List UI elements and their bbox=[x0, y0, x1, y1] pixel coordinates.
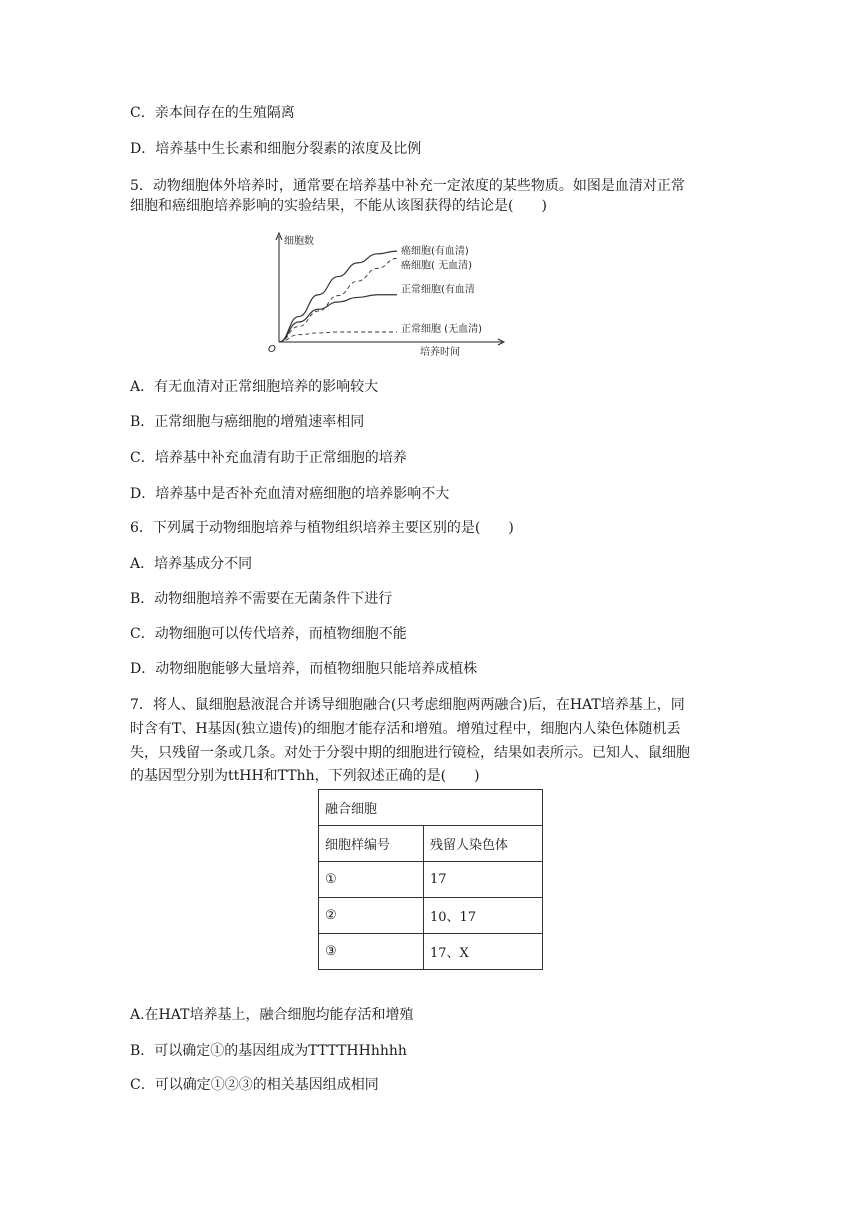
q5-stem-line-2: 细胞和癌细胞培养影响的实验结果，不能从该图获得的结论是( ) bbox=[130, 198, 547, 214]
series-line-1 bbox=[279, 251, 397, 342]
q6-option-b: B．动物细胞培养不需要在无菌条件下进行 bbox=[130, 591, 393, 607]
table-cell-id: ② bbox=[319, 898, 424, 934]
q5-option-c: C．培养基中补充血清有助于正常细胞的培养 bbox=[130, 450, 407, 466]
series-label-3: 正常细胞(有血清 bbox=[401, 284, 475, 296]
q6-option-a: A．培养基成分不同 bbox=[130, 556, 253, 572]
series-label-4: 正常细胞 (无血清) bbox=[401, 324, 482, 335]
y-axis-label: 细胞数 bbox=[284, 236, 314, 247]
table-cell-chromosome: 17、X bbox=[424, 934, 543, 970]
series-label-1: 癌细胞(有血清) bbox=[401, 246, 469, 258]
table-cell-chromosome: 17 bbox=[424, 862, 543, 898]
q6-option-d: D．动物细胞能够大量培养，而植物细胞只能培养成植株 bbox=[130, 661, 478, 677]
q4-option-d: D．培养基中生长素和细胞分裂素的浓度及比例 bbox=[130, 141, 422, 157]
origin-label: O bbox=[268, 344, 276, 355]
q7-stem-line-1: 7．将人、鼠细胞悬液混合并诱导细胞融合(只考虑细胞两两融合)后，在HAT培养基上，同 bbox=[130, 697, 685, 713]
q5-option-a: A．有无血清对正常细胞培养的影响较大 bbox=[130, 379, 379, 395]
q7-option-a: A.在HAT培养基上，融合细胞均能存活和增殖 bbox=[130, 1007, 414, 1023]
table-row bbox=[319, 934, 543, 970]
series-line-2 bbox=[279, 258, 397, 342]
q6-option-c: C．动物细胞可以传代培养，而植物细胞不能 bbox=[130, 626, 407, 642]
table-header-id: 细胞样编号 bbox=[319, 826, 424, 862]
series-line-4 bbox=[279, 332, 397, 342]
q7-stem-line-4: 的基因型分别为ttHH和TThh，下列叙述正确的是( ) bbox=[130, 768, 480, 784]
table-cell-id: ③ bbox=[319, 934, 424, 970]
table-cell-id: ① bbox=[319, 862, 424, 898]
table-row bbox=[319, 898, 543, 934]
q7-stem-line-3: 失，只残留一条或几条。对处于分裂中期的细胞进行镜检，结果如表所示。已知人、鼠细胞 bbox=[130, 745, 690, 761]
table-row bbox=[319, 862, 543, 898]
q5-option-d: D．培养基中是否补充血清对癌细胞的培养影响不大 bbox=[130, 486, 450, 502]
table-title: 融合细胞 bbox=[319, 790, 543, 826]
q7-stem-line-2: 时含有T、H基因(独立遗传)的细胞才能存活和增殖。增殖过程中，细胞内人染色体随机丢 bbox=[130, 721, 681, 737]
q7-option-b: B．可以确定①的基因组成为TTTTHHhhhh bbox=[130, 1043, 407, 1059]
series-label-2: 癌细胞( 无血清) bbox=[401, 260, 472, 272]
q5-option-b: B．正常细胞与癌细胞的增殖速率相同 bbox=[130, 414, 365, 430]
q4-option-c: C．亲本间存在的生殖隔离 bbox=[130, 105, 295, 121]
x-axis-label: 培养时间 bbox=[420, 347, 460, 358]
chart-labels bbox=[268, 234, 482, 358]
q6-stem: 6．下列属于动物细胞培养与植物组织培养主要区别的是( ) bbox=[130, 520, 514, 536]
fusion-cell-table bbox=[318, 789, 543, 970]
q7-option-c: C．可以确定①②③的相关基因组成相同 bbox=[130, 1077, 379, 1093]
table-header-row bbox=[319, 826, 543, 862]
serum-growth-chart bbox=[262, 228, 512, 360]
chart-curves bbox=[279, 251, 397, 342]
table-title-row bbox=[319, 790, 543, 826]
table-header-chromosome: 残留人染色体 bbox=[424, 826, 543, 862]
table-cell-chromosome: 10、17 bbox=[424, 898, 543, 934]
q5-stem-line-1: 5．动物细胞体外培养时，通常要在培养基中补充一定浓度的某些物质。如图是血清对正常 bbox=[130, 178, 685, 194]
series-line-3 bbox=[279, 295, 397, 342]
